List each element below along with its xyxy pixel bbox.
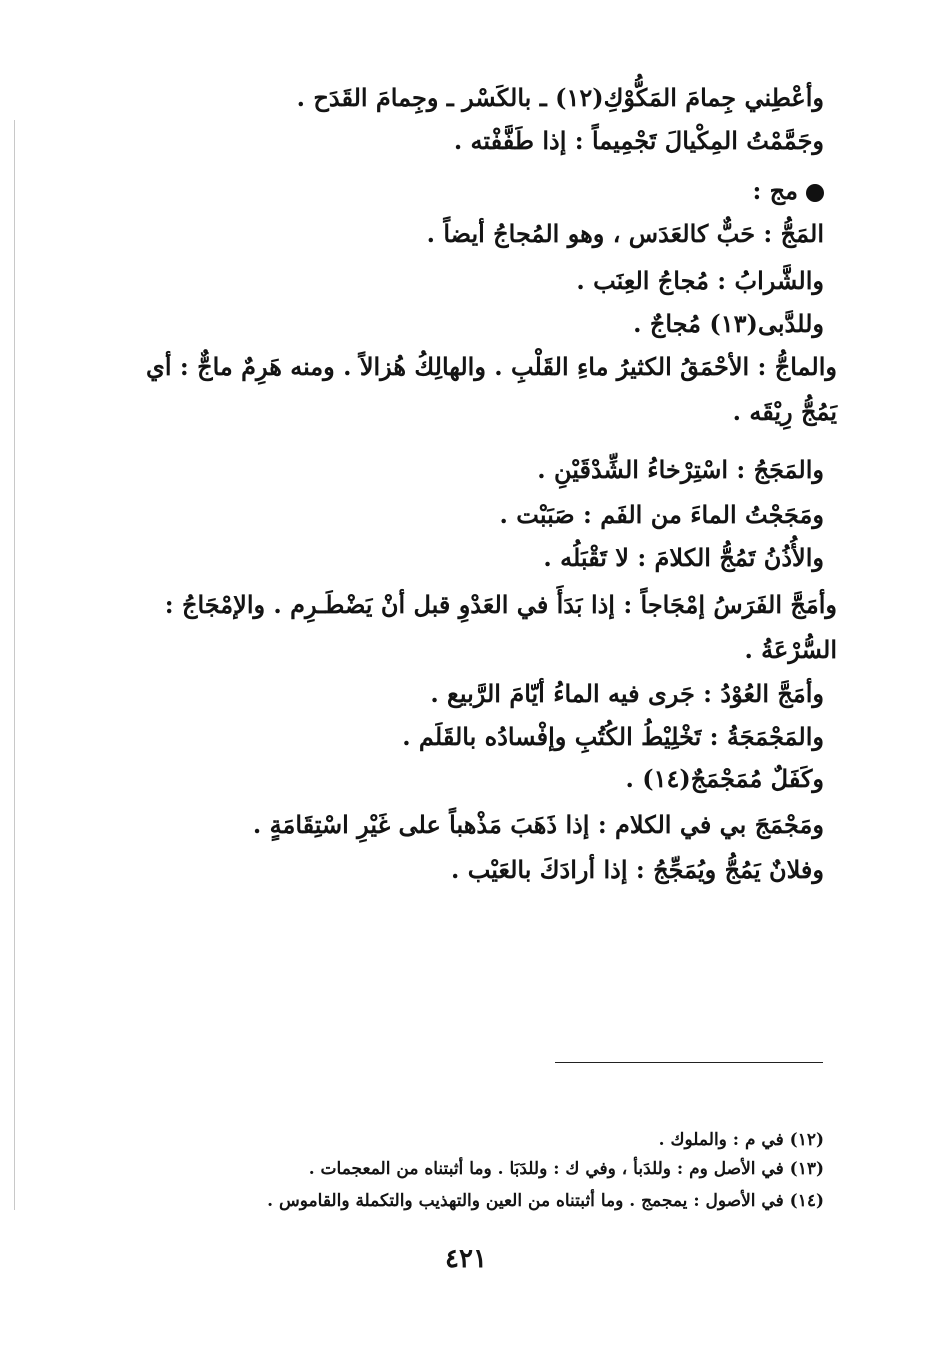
text-line-15: والمَجْمَجَةُ : تَخْلِيْطُ الكُتُبِ وإفْسادُه بالقَلَم . bbox=[402, 722, 824, 751]
text-line-5: والشَّرابُ : مُجاجُ العِنَب . bbox=[576, 266, 824, 295]
text-line-7: والماجُّ : الأحْمَقُ الكثيرُ ماءِ القَلْبِ . والهالِكُ هُزالاً . ومنه هَرِمٌ ماجٌّ : أي bbox=[146, 352, 837, 381]
bullet-icon bbox=[806, 184, 824, 202]
text-line-16: وكَفَلٌ مُمَجْمَجٌ(١٤) . bbox=[625, 764, 824, 793]
text-line-9: والمَجَجُ : اسْتِرْخاءُ الشِّدْقَيْنِ . bbox=[537, 455, 824, 484]
text-line-8: يَمُجُّ رِيْقَه . bbox=[732, 397, 837, 426]
text-line-2: وجَمَّمْتُ المِكْيالَ تَجْمِيماً : إذا طَفَّفْته . bbox=[453, 126, 824, 155]
page-number: ٤٢١ bbox=[445, 1244, 487, 1274]
footnote-12: (١٢) في م : والملوك . bbox=[658, 1130, 824, 1150]
text-line-14: وأمَجَّ العُوْدُ : جَرى فيه الماءُ أيّامَ الرَّبيع . bbox=[430, 679, 824, 708]
footnote-13: (١٣) في الأصل وم : وللدَبأ ، وفي ك : وللدَبَا . وما أثبتناه من المعجمات . bbox=[308, 1159, 824, 1179]
text-line-1: وأعْطِني جِمامَ المَكُّوْكِ(١٢) ـ بالكَسْر ـ وجِمامَ القَدَح . bbox=[296, 83, 824, 112]
entry-heading bbox=[752, 174, 824, 208]
entry-heading-text: مج : bbox=[752, 176, 798, 205]
text-line-12: وأمَجَّ الفَرَسُ إمْجَاجاً : إذا بَدَأَ في العَدْوِ قبل أنْ يَضْطَـرِم . والإمْجَاجُ : bbox=[164, 590, 837, 619]
text-line-6: وللدَّبى(١٣) مُجاجٌ . bbox=[633, 309, 824, 338]
footnote-14: (١٤) في الأصول : يمجمج . وما أثبتناه من العين والتهذيب والتكملة والقاموس . bbox=[267, 1191, 824, 1211]
text-line-17: ومَجْمَجَ بي في الكلام : إذا ذَهَبَ مَذْهباً على غَيْرِ اسْتِقَامَةٍ . bbox=[252, 810, 824, 839]
footnote-separator bbox=[555, 1062, 823, 1063]
text-line-4: المَجُّ : حَبٌّ كالعَدَس ، وهو المُجاجُ أيضاً . bbox=[426, 219, 824, 248]
text-line-13: السُّرْعَةُ . bbox=[744, 635, 837, 664]
text-line-18: وفلانٌ يَمُجُّ ويُمَجِّجُ : إذا أرادَكَ بالعَيْب . bbox=[451, 855, 824, 884]
binding-edge-line bbox=[14, 120, 15, 1210]
text-line-11: والأُذُنُ تَمُجُّ الكلامَ : لا تَقْبَلُه . bbox=[543, 543, 824, 572]
text-line-10: ومَجَجْتُ الماءَ من الفَم : صَبَبْت . bbox=[499, 500, 824, 529]
